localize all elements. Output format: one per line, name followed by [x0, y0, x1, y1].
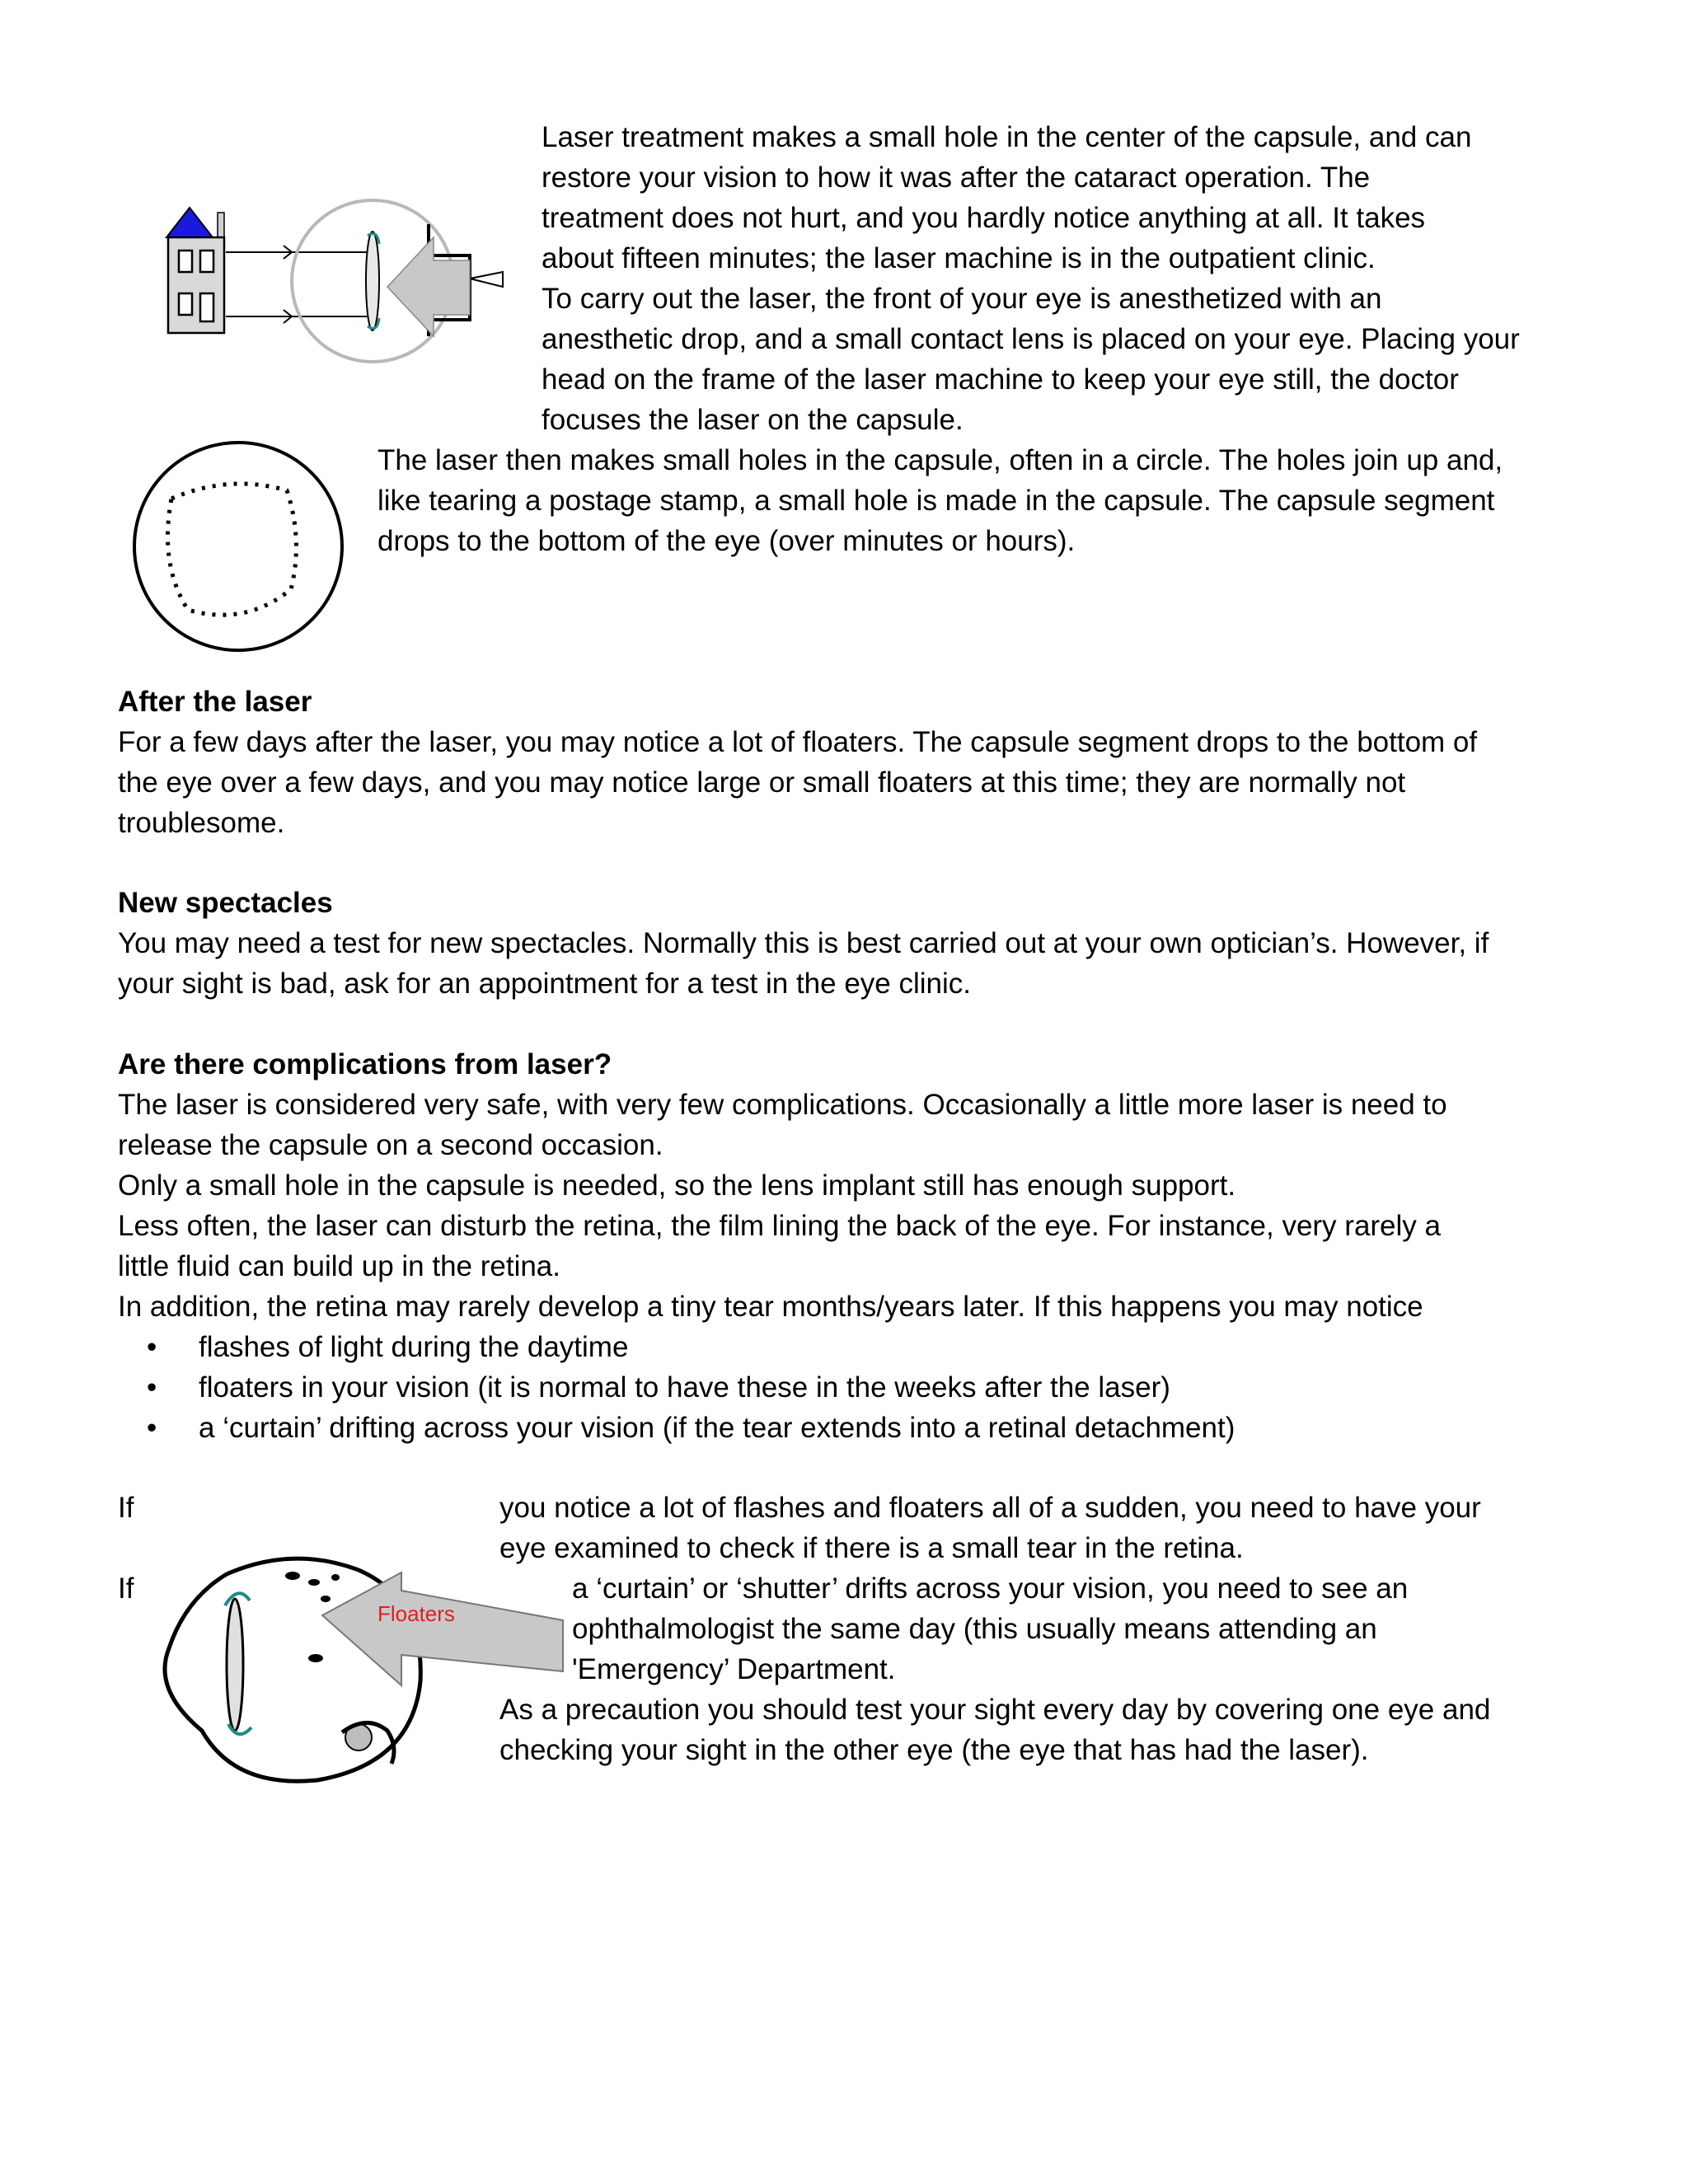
floaters-eye-diagram — [152, 1541, 565, 1788]
heading-complications: Are there complications from laser? — [118, 1048, 612, 1080]
hole-ring — [168, 484, 297, 615]
curtain-line-1: a ‘curtain’ or ‘shutter’ drifts across your vision, you need to see an — [572, 1572, 1409, 1605]
after-line-3: troublesome. — [118, 807, 285, 839]
intro-line-1: Laser treatment makes a small hole in the center of the capsule, and can — [542, 121, 1472, 153]
intro-line-7: head on the frame of the laser machine to keep your eye still, the doctor — [542, 363, 1459, 396]
spectacles-line-1: You may need a test for new spectacles. Normally this is best carried out at your own optician’s. However, if — [118, 927, 1489, 959]
intro-line-2: restore your vision to how it was after the cataract operation. The — [542, 162, 1371, 194]
curtain-line-2: ophthalmologist the same day (this usually means attending an — [572, 1613, 1377, 1645]
flashes-line-2: eye examined to check if there is a small tear in the retina. — [499, 1532, 1244, 1564]
intro-line-5: To carry out the laser, the front of your eye is anesthetized with an — [542, 283, 1382, 315]
precaution-line-2: checking your sight in the other eye (the eye that has had the laser). — [499, 1734, 1369, 1766]
intro-line-6: anesthetic drop, and a small contact lens is placed on your eye. Placing your — [542, 323, 1520, 355]
house-icon — [166, 208, 224, 333]
if-label-2: If — [118, 1572, 134, 1605]
heading-after-laser: After the laser — [118, 686, 312, 718]
bullet-item-1: flashes of light during the daytime — [199, 1331, 629, 1363]
intro-line-4: about fifteen minutes; the laser machine is in the outpatient clinic. — [542, 242, 1376, 274]
complications-line-6: In addition, the retina may rarely develop a tiny tear months/years later. If this happens you may notice — [118, 1291, 1423, 1323]
precaution-line-1: As a precaution you should test your sight every day by covering one eye and — [499, 1694, 1491, 1726]
lens-implant — [227, 1599, 243, 1731]
flashes-line-1: you notice a lot of flashes and floaters all of a sudden, you need to have your — [499, 1492, 1481, 1524]
bullet-icon: • — [147, 1412, 157, 1444]
after-line-2: the eye over a few days, and you may notice large or small floaters at this time; they are normally not — [118, 766, 1406, 799]
eye-laser-diagram — [157, 196, 511, 377]
if-label-1: If — [118, 1492, 134, 1524]
bullet-item-3: a ‘curtain’ drifting across your vision (if the tear extends into a retinal detachment) — [199, 1412, 1236, 1444]
lens-implant — [366, 232, 379, 330]
after-line-1: For a few days after the laser, you may notice a lot of floaters. The capsule segment drops to the bottom of — [118, 726, 1478, 758]
complications-line-4: Less often, the laser can disturb the retina, the film lining the back of the eye. For instance, very rarely a — [118, 1210, 1441, 1242]
spectacles-line-2: your sight is bad, ask for an appointment for a test in the eye clinic. — [118, 968, 971, 1000]
complications-line-5: little fluid can build up in the retina. — [118, 1250, 560, 1282]
complications-line-3: Only a small hole in the capsule is needed, so the lens implant still has enough support. — [118, 1169, 1236, 1202]
bullet-icon: • — [147, 1371, 157, 1404]
holes-line-3: drops to the bottom of the eye (over minutes or hours). — [377, 525, 1076, 557]
curtain-line-3: 'Emergency’ Department. — [572, 1653, 896, 1685]
holes-line-1: The laser then makes small holes in the capsule, often in a circle. The holes join up and, — [377, 444, 1503, 476]
complications-line-2: release the capsule on a second occasion. — [118, 1129, 663, 1161]
holes-line-2: like tearing a postage stamp, a small hole is made in the capsule. The capsule segment — [377, 485, 1495, 517]
capsule-holes-diagram — [130, 441, 346, 652]
intro-line-3: treatment does not hurt, and you hardly notice anything at all. It takes — [542, 202, 1426, 234]
bullet-icon: • — [147, 1331, 157, 1363]
intro-line-8: focuses the laser on the capsule. — [542, 404, 964, 436]
heading-new-spectacles: New spectacles — [118, 887, 333, 919]
bullet-item-2: floaters in your vision (it is normal to have these in the weeks after the laser) — [199, 1371, 1170, 1404]
complications-line-1: The laser is considered very safe, with very few complications. Occasionally a little more laser is need to — [118, 1089, 1447, 1121]
floaters-label: Floaters — [377, 1601, 455, 1626]
